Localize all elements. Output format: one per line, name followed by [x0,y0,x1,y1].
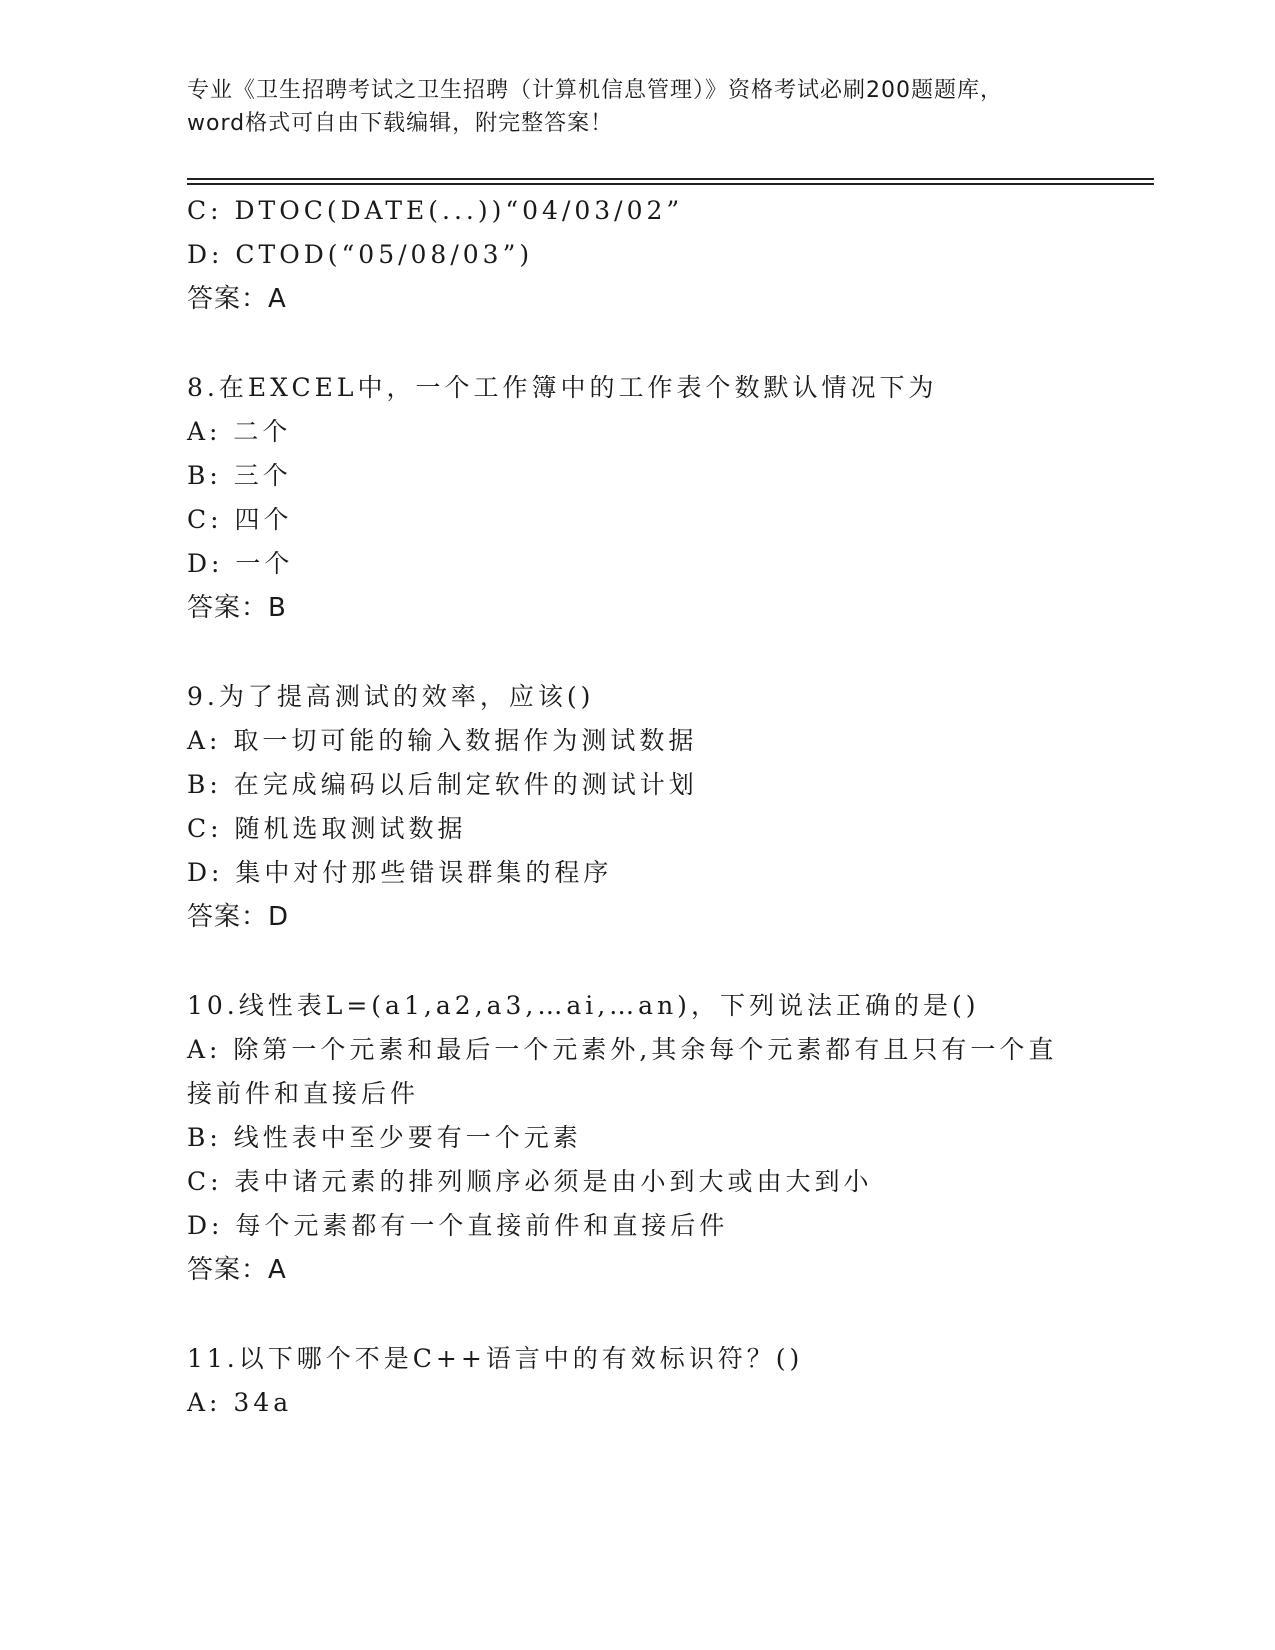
q10-option-c: C: 表中诸元素的排列顺序必须是由小到大或由大到小 [187,1167,873,1196]
q8-question: 8.在EXCEL中，一个工作簿中的工作表个数默认情况下为 [187,373,938,402]
q10-option-b: B: 线性表中至少要有一个元素 [187,1123,582,1152]
q10-option-a-line-2: 接前件和直接后件 [187,1079,420,1108]
header-line-1: 专业《卫生招聘考试之卫生招聘（计算机信息管理）》资格考试必刷200题题库， [187,78,1003,103]
q9-option-b: B: 在完成编码以后制定软件的测试计划 [187,770,698,799]
header-divider-top [187,178,1154,180]
q9-option-c: C: 随机选取测试数据 [187,814,467,843]
q10-option-d: D: 每个元素都有一个直接前件和直接后件 [187,1211,729,1240]
q10-question: 10.线性表L=(a1,a2,a3,…ai,…an)，下列说法正确的是() [187,991,980,1020]
q9-option-a: A: 取一切可能的输入数据作为测试数据 [187,726,698,755]
q9-question: 9.为了提高测试的效率，应该() [187,682,595,711]
q8-answer: 答案：B [187,593,287,623]
q9-answer: 答案：D [187,902,290,932]
q8-option-a: A: 二个 [187,417,292,446]
q8-option-c: C: 四个 [187,505,293,534]
header-divider-bottom [187,183,1154,185]
document-header [187,74,1087,140]
q8-option-d: D: 一个 [187,549,294,578]
q10-option-a-line-1: A: 除第一个元素和最后一个元素外,其余每个元素都有且只有一个直 [187,1035,1058,1064]
q11-option-a: A: 34a [187,1388,293,1417]
q7-option-d: D: CTOD(“05/08/03”) [187,240,534,269]
q8-option-b: B: 三个 [187,461,292,490]
q7-answer: 答案：A [187,284,287,314]
q10-answer: 答案：A [187,1255,287,1285]
q7-option-c: C: DTOC(DATE(...))“04/03/02” [187,196,684,225]
header-line-2: word格式可自由下载编辑，附完整答案！ [187,111,614,136]
q11-question: 11.以下哪个不是C++语言中的有效标识符？() [187,1344,804,1373]
q9-option-d: D: 集中对付那些错误群集的程序 [187,858,613,887]
